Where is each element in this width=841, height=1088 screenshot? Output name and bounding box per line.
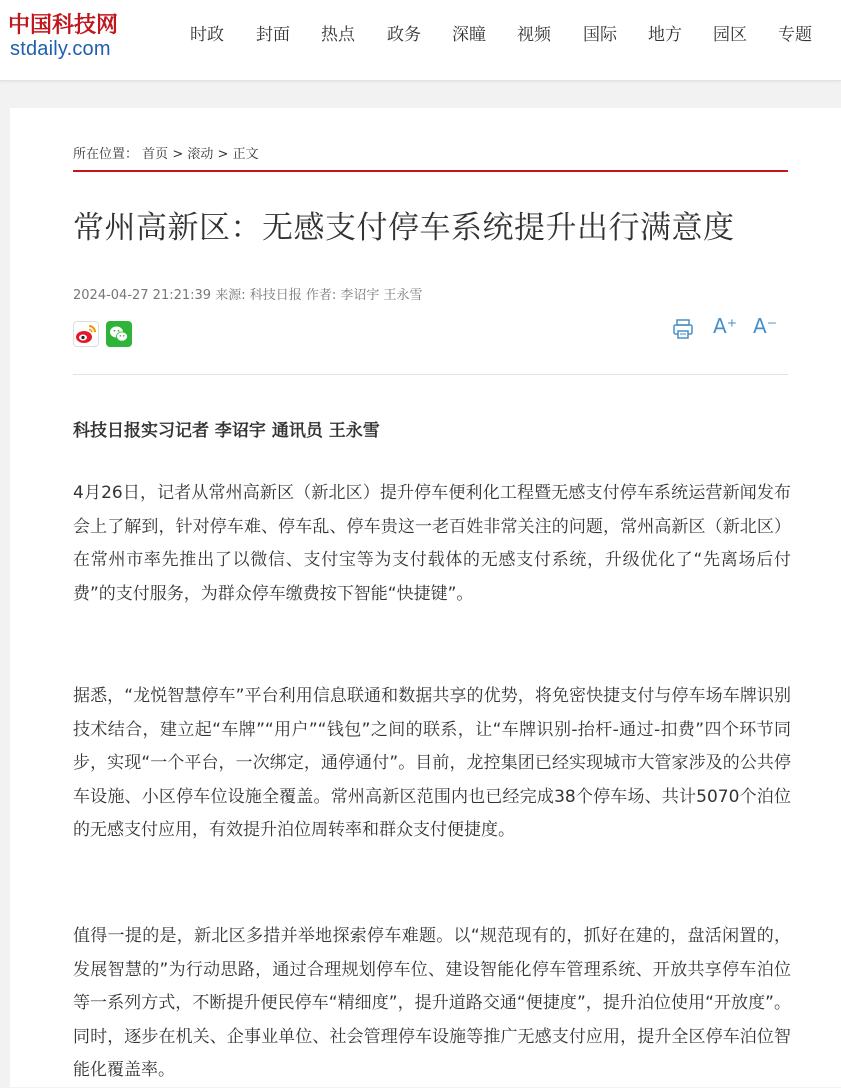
article-byline: 科技日报实习记者 李诏宇 通讯员 王永雪 bbox=[73, 421, 380, 441]
nav-item-hot[interactable]: 热点 bbox=[321, 25, 355, 45]
logo-english: stdaily.com bbox=[10, 38, 111, 60]
nav-item-topics[interactable]: 专题 bbox=[778, 25, 812, 45]
print-icon[interactable] bbox=[672, 318, 694, 345]
breadcrumb-scroll[interactable]: 滚动 bbox=[187, 147, 214, 162]
header-divider bbox=[73, 374, 788, 375]
article-paragraph: 4月26日，记者从常州高新区（新北区）提升停车便利化工程暨无感支付停车系统运营新闻发布会上了解到，针对停车难、停车乱、停车贵这一老百姓非常关注的问题，常州高新区（新北区）在常州市率先推出了以微信、支付宝等为支付载体的无感支付系统，升级优化了“先离场后付费”的支付服务，为群众停车缴费按下智能“快捷键”。 bbox=[73, 483, 791, 604]
weibo-icon[interactable] bbox=[73, 321, 99, 347]
breadcrumb bbox=[73, 143, 259, 162]
breadcrumb-current: 正文 bbox=[232, 147, 259, 162]
article-paragraph: 值得一提的是，新北区多措并举地探索停车难题。以“规范现有的，抓好在建的，盘活闲置的，发展智慧的”为行动思路，通过合理规划停车位、建设智能化停车管理系统、开放共享停车泊位等一系列方式，不断提升便民停车“精细度”，提升道路交通“便捷度”，提升泊位使用“开放度”。同时，逐步在机关、企事业单位、社会管理停车设施等推广无感支付应用，提升全区停车泊位智能化覆盖率。 bbox=[73, 926, 791, 1081]
nav-item-politics[interactable]: 时政 bbox=[190, 25, 224, 45]
wechat-icon[interactable] bbox=[106, 321, 132, 347]
nav-item-local[interactable]: 地方 bbox=[648, 25, 682, 45]
breadcrumb-separator: > bbox=[217, 147, 229, 162]
site-logo[interactable] bbox=[8, 8, 138, 64]
nav-item-insight[interactable]: 深瞳 bbox=[452, 25, 486, 45]
logo-chinese: 中国科技网 bbox=[8, 12, 119, 38]
breadcrumb-home[interactable]: 首页 bbox=[142, 147, 169, 162]
breadcrumb-separator: > bbox=[172, 147, 184, 162]
nav-item-parks[interactable]: 园区 bbox=[713, 25, 747, 45]
font-decrease-icon[interactable]: A⁻ bbox=[753, 314, 778, 338]
font-increase-icon[interactable]: A⁺ bbox=[713, 314, 738, 338]
article-paragraph: 据悉，“龙悦智慧停车”平台利用信息联通和数据共享的优势，将免密快捷支付与停车场车牌识别技术结合，建立起“车牌”“用户”“钱包”之间的联系，让“车牌识别-抬杆-通过-扣费”四个环节同步，实现“一个平台，一次绑定，通停通付”。目前，龙控集团已经实现城市大管家涉及的公共停车设施、小区停车位设施全覆盖。常州高新区范围内也已经完成38个停车场、共计5070个泊位的无感支付应用，有效提升泊位周转率和群众支付便捷度。 bbox=[73, 686, 791, 841]
nav-item-government[interactable]: 政务 bbox=[387, 25, 421, 45]
title-divider bbox=[73, 170, 788, 172]
nav-item-international[interactable]: 国际 bbox=[583, 25, 617, 45]
site-header bbox=[0, 0, 841, 81]
nav-item-cover[interactable]: 封面 bbox=[256, 25, 290, 45]
article-title: 常州高新区：无感支付停车系统提升出行满意度 bbox=[73, 210, 735, 246]
nav-item-video[interactable]: 视频 bbox=[517, 25, 551, 45]
breadcrumb-prefix: 所在位置： bbox=[73, 147, 139, 162]
article-meta: 2024-04-27 21:21:39 来源: 科技日报 作者: 李诏宇 王永雪 bbox=[73, 288, 423, 303]
